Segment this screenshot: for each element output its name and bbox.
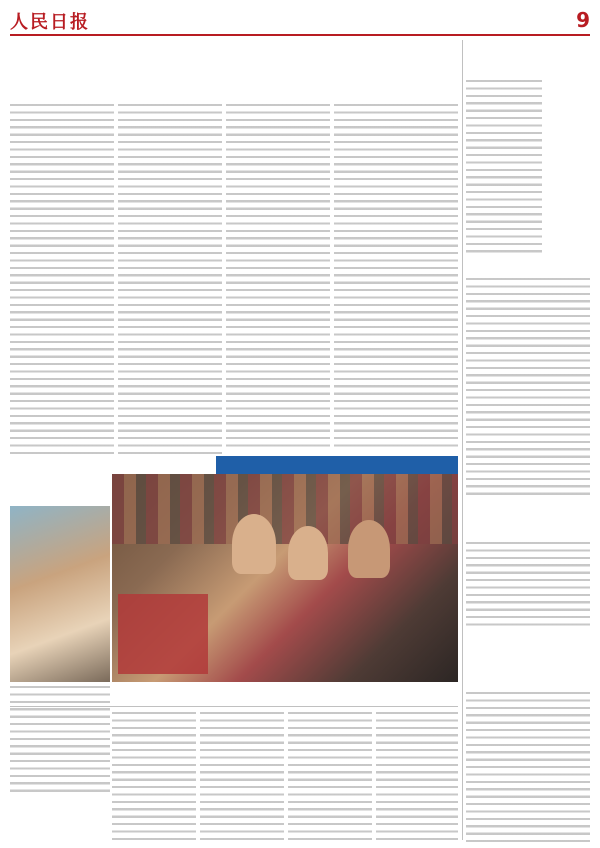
right-column-body-2: [466, 542, 590, 626]
newspaper-logo: 人民日报: [10, 12, 90, 33]
side-feature-caption: [10, 686, 110, 796]
column-divider-right: [462, 40, 463, 840]
right-column-body-3: [466, 692, 590, 842]
bottom-article-heading: [112, 748, 232, 762]
photo-person-3: [348, 520, 390, 578]
main-photo-caption: [112, 684, 458, 702]
lead-article-column-1: [10, 104, 114, 454]
lead-byline: [200, 92, 260, 100]
masthead-rule: [10, 34, 590, 36]
lead-article-column-2: [118, 104, 222, 454]
photo-fabric-shelves: [112, 474, 458, 544]
bottom-article-column-4: [376, 712, 458, 842]
lead-subhead-2: [124, 246, 216, 270]
bottom-article-column-2: [200, 712, 284, 842]
lead-article-column-4: [334, 104, 458, 450]
masthead: [10, 6, 590, 36]
lead-subhead-1: [20, 188, 110, 212]
lead-subhead-3: [236, 302, 326, 326]
bottom-section-rule: [10, 706, 458, 707]
lead-article-column-3: [226, 104, 330, 450]
photo-red-sign: [118, 594, 208, 674]
photo-person-2: [288, 526, 328, 580]
side-feature-vertical-title: [18, 516, 54, 606]
series-banner: [216, 456, 458, 476]
lead-headline: [10, 44, 458, 90]
main-photo: [112, 474, 458, 682]
right-column-subhead-1: [466, 262, 590, 276]
page-number: 9: [576, 8, 590, 32]
right-column-vertical-headline: [546, 40, 590, 250]
right-column-subhead-2: [466, 526, 590, 540]
right-column-intro-text: [466, 80, 542, 256]
right-column-body-1: [466, 278, 590, 500]
photo-person-1: [232, 514, 276, 574]
bottom-article-column-3: [288, 712, 372, 842]
right-column-subhead-3: [466, 676, 590, 690]
bottom-article-column-1: [112, 712, 196, 842]
